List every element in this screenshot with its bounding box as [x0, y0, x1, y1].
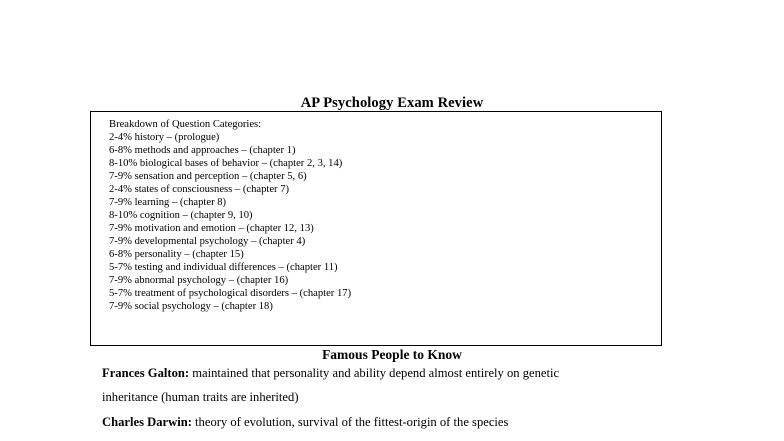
category-item: 7-9% abnormal psychology – (chapter 16) — [109, 275, 289, 286]
person-entry-galton-continued — [102, 390, 299, 405]
category-item: 2-4% states of consciousness – (chapter 7) — [109, 184, 290, 195]
person-name: Frances Galton: — [102, 366, 190, 380]
category-item: 5-7% testing and individual differences – (chapter 11) — [109, 262, 338, 273]
category-item: 7-9% social psychology – (chapter 18) — [109, 301, 273, 312]
person-name: Charles Darwin: — [102, 415, 192, 429]
person-entry-galton — [102, 366, 559, 381]
category-item: 7-9% motivation and emotion – (chapter 12, 13) — [109, 223, 314, 234]
question-breakdown-box — [90, 111, 662, 346]
category-item: 2-4% history – (prologue) — [109, 132, 220, 143]
category-item: 5-7% treatment of psychological disorders – (chapter 17) — [109, 288, 352, 299]
category-item: 7-9% sensation and perception – (chapter 5, 6) — [109, 171, 307, 182]
category-item: 8-10% biological bases of behavior – (chapter 2, 3, 14) — [109, 158, 343, 169]
person-description: theory of evolution, survival of the fittest-origin of the species — [191, 415, 509, 429]
breakdown-heading: Breakdown of Question Categories: — [109, 119, 262, 130]
category-item: 6-8% methods and approaches – (chapter 1) — [109, 145, 296, 156]
category-item: 8-10% cognition – (chapter 9, 10) — [109, 210, 253, 221]
category-item: 7-9% developmental psychology – (chapter 4) — [109, 236, 306, 247]
category-item: 7-9% learning – (chapter 8) — [109, 197, 227, 208]
category-item: 6-8% personality – (chapter 15) — [109, 249, 244, 260]
person-description: inheritance (human traits are inherited) — [102, 390, 299, 404]
famous-people-heading: Famous People to Know — [322, 347, 462, 362]
person-description: maintained that personality and ability depend almost entirely on genetic — [189, 366, 560, 380]
page-title: AP Psychology Exam Review — [300, 95, 484, 111]
person-entry-darwin — [102, 415, 508, 430]
